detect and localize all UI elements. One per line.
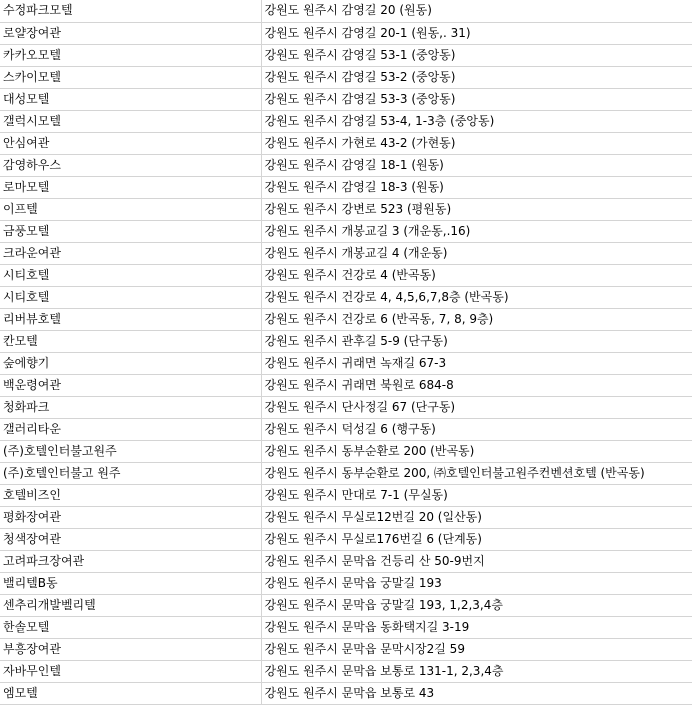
cell-name[interactable]: (주)호텔인터불고원주 xyxy=(0,440,261,462)
cell-address[interactable]: 강원도 원주시 개봉교길 4 (개운동) xyxy=(261,242,692,264)
table-row xyxy=(0,176,692,198)
cell-address[interactable]: 강원도 원주시 만대로 7-1 (무실동) xyxy=(261,484,692,506)
cell-name[interactable]: 호텔비즈인 xyxy=(0,484,261,506)
table-row xyxy=(0,0,692,22)
table-row xyxy=(0,66,692,88)
cell-address[interactable]: 강원도 원주시 문막읍 문막시장2길 59 xyxy=(261,638,692,660)
cell-address[interactable]: 강원도 원주시 감영길 18-1 (원동) xyxy=(261,154,692,176)
table-row xyxy=(0,418,692,440)
cell-address[interactable]: 강원도 원주시 건강로 6 (반곡동, 7, 8, 9층) xyxy=(261,308,692,330)
cell-address[interactable]: 강원도 원주시 귀래면 녹재길 67-3 xyxy=(261,352,692,374)
cell-name[interactable]: 대성모텔 xyxy=(0,88,261,110)
cell-address[interactable]: 강원도 원주시 건강로 4, 4,5,6,7,8층 (반곡동) xyxy=(261,286,692,308)
table-row xyxy=(0,308,692,330)
table-row xyxy=(0,682,692,704)
cell-address[interactable]: 강원도 원주시 동부순환로 200, ㈜호텔인터불고원주컨벤션호텔 (반곡동) xyxy=(261,462,692,484)
table-row xyxy=(0,528,692,550)
cell-address[interactable]: 강원도 원주시 감영길 53-2 (중앙동) xyxy=(261,66,692,88)
cell-name[interactable]: 고려파크장여관 xyxy=(0,550,261,572)
cell-name[interactable]: 갤럭시모텔 xyxy=(0,110,261,132)
cell-address[interactable]: 강원도 원주시 귀래면 북원로 684-8 xyxy=(261,374,692,396)
table-row xyxy=(0,132,692,154)
cell-address[interactable]: 강원도 원주시 문막읍 보통로 131-1, 2,3,4층 xyxy=(261,660,692,682)
cell-address[interactable]: 강원도 원주시 건강로 4 (반곡동) xyxy=(261,264,692,286)
cell-address[interactable]: 강원도 원주시 무실로176번길 6 (단계동) xyxy=(261,528,692,550)
cell-name[interactable]: 로마모텔 xyxy=(0,176,261,198)
table-row xyxy=(0,44,692,66)
cell-name[interactable]: 엠모텔 xyxy=(0,682,261,704)
table-row xyxy=(0,220,692,242)
cell-name[interactable]: 갤러리타운 xyxy=(0,418,261,440)
cell-name[interactable]: 청화파크 xyxy=(0,396,261,418)
cell-name[interactable]: 시티호텔 xyxy=(0,264,261,286)
table-row xyxy=(0,88,692,110)
cell-name[interactable]: 카카오모텔 xyxy=(0,44,261,66)
table-row xyxy=(0,286,692,308)
cell-address[interactable]: 강원도 원주시 문막읍 건등리 산 50-9번지 xyxy=(261,550,692,572)
cell-address[interactable]: 강원도 원주시 감영길 20 (원동) xyxy=(261,0,692,22)
cell-address[interactable]: 강원도 원주시 무실로12번길 20 (일산동) xyxy=(261,506,692,528)
cell-name[interactable]: 크라운여관 xyxy=(0,242,261,264)
cell-name[interactable]: 칸모텔 xyxy=(0,330,261,352)
table-row xyxy=(0,616,692,638)
table-row xyxy=(0,506,692,528)
cell-name[interactable]: 숲에향기 xyxy=(0,352,261,374)
cell-name[interactable]: 백운령여관 xyxy=(0,374,261,396)
cell-name[interactable]: 감영하우스 xyxy=(0,154,261,176)
cell-name[interactable]: 스카이모텔 xyxy=(0,66,261,88)
cell-name[interactable]: (주)호텔인터불고 원주 xyxy=(0,462,261,484)
table-row xyxy=(0,462,692,484)
cell-name[interactable]: 로얄장여관 xyxy=(0,22,261,44)
table-row xyxy=(0,242,692,264)
cell-address[interactable]: 강원도 원주시 문막읍 궁말길 193 xyxy=(261,572,692,594)
table-row xyxy=(0,396,692,418)
cell-name[interactable]: 안심여관 xyxy=(0,132,261,154)
table-row xyxy=(0,110,692,132)
cell-address[interactable]: 강원도 원주시 감영길 53-4, 1-3층 (중앙동) xyxy=(261,110,692,132)
table-row xyxy=(0,264,692,286)
table-row xyxy=(0,374,692,396)
cell-address[interactable]: 강원도 원주시 문막읍 동화택지길 3-19 xyxy=(261,616,692,638)
table-row xyxy=(0,484,692,506)
cell-name[interactable]: 부흥장여관 xyxy=(0,638,261,660)
cell-address[interactable]: 강원도 원주시 덕성길 6 (행구동) xyxy=(261,418,692,440)
table-row xyxy=(0,22,692,44)
cell-name[interactable]: 이프텔 xyxy=(0,198,261,220)
cell-address[interactable]: 강원도 원주시 감영길 20-1 (원동,. 31) xyxy=(261,22,692,44)
cell-name[interactable]: 평화장여관 xyxy=(0,506,261,528)
table-row xyxy=(0,660,692,682)
cell-name[interactable]: 밸리텔B동 xyxy=(0,572,261,594)
cell-address[interactable]: 강원도 원주시 개봉교길 3 (개운동,.16) xyxy=(261,220,692,242)
cell-address[interactable]: 강원도 원주시 문막읍 궁말길 193, 1,2,3,4층 xyxy=(261,594,692,616)
cell-address[interactable]: 강원도 원주시 감영길 53-1 (중앙동) xyxy=(261,44,692,66)
cell-address[interactable]: 강원도 원주시 강변로 523 (평원동) xyxy=(261,198,692,220)
cell-name[interactable]: 센추리개발벨리텔 xyxy=(0,594,261,616)
cell-address[interactable]: 강원도 원주시 관후길 5-9 (단구동) xyxy=(261,330,692,352)
table-row xyxy=(0,550,692,572)
cell-name[interactable]: 금풍모텔 xyxy=(0,220,261,242)
cell-name[interactable]: 리버뷰호텔 xyxy=(0,308,261,330)
cell-address[interactable]: 강원도 원주시 감영길 53-3 (중앙동) xyxy=(261,88,692,110)
cell-name[interactable]: 자바무인텔 xyxy=(0,660,261,682)
cell-name[interactable]: 청색장여관 xyxy=(0,528,261,550)
table-row xyxy=(0,572,692,594)
table-row xyxy=(0,154,692,176)
cell-name[interactable]: 수정파크모텔 xyxy=(0,0,261,22)
cell-address[interactable]: 강원도 원주시 단사정길 67 (단구동) xyxy=(261,396,692,418)
table-row xyxy=(0,198,692,220)
cell-name[interactable]: 시티호텔 xyxy=(0,286,261,308)
cell-address[interactable]: 강원도 원주시 감영길 18-3 (원동) xyxy=(261,176,692,198)
cell-address[interactable]: 강원도 원주시 가현로 43-2 (가현동) xyxy=(261,132,692,154)
table-row xyxy=(0,352,692,374)
cell-name[interactable]: 한솔모텔 xyxy=(0,616,261,638)
table-row xyxy=(0,330,692,352)
cell-address[interactable]: 강원도 원주시 동부순환로 200 (반곡동) xyxy=(261,440,692,462)
cell-address[interactable]: 강원도 원주시 문막읍 보통로 43 xyxy=(261,682,692,704)
table-row xyxy=(0,440,692,462)
table-row xyxy=(0,594,692,616)
table-row xyxy=(0,638,692,660)
